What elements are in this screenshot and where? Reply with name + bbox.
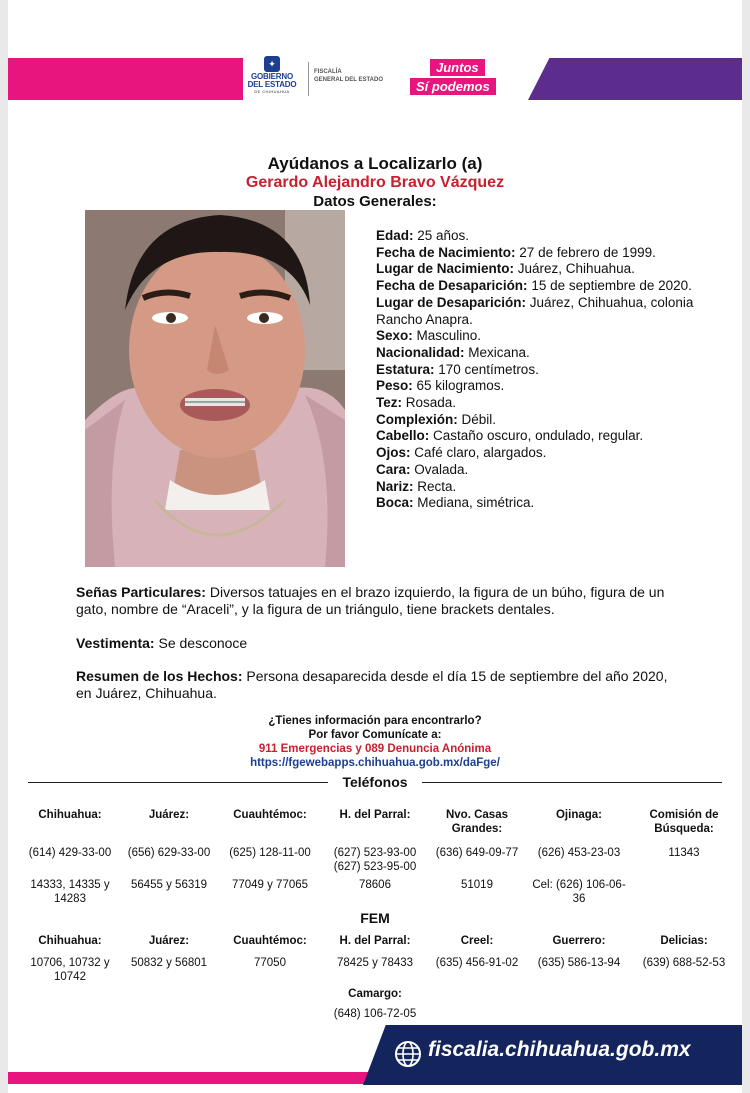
detail-row [376,462,696,479]
fem-title: FEM [360,910,390,926]
telefonos-phone: (656) 629-33-00 [127,847,211,859]
header-pink-band [8,58,243,100]
detail-value: Ovalada. [410,461,469,477]
gobierno-line2: DEL ESTADO [247,80,297,89]
detail-row [376,261,696,278]
person-name: Gerardo Alejandro Bravo Vázquez [245,174,505,191]
vestimenta [76,635,676,652]
detail-row [376,278,696,295]
missing-person-poster [8,0,742,1093]
fem-value: 78425 y 78433 [336,957,414,969]
detail-row [376,328,696,345]
telefonos-header: Ojinaga: [555,809,602,821]
general-details [376,228,696,512]
globe-icon [394,1040,422,1068]
resumen-label: Resumen de los Hechos: [76,668,243,684]
detail-value: Castaño oscuro, ondulado, regular. [429,428,644,444]
footer-url[interactable]: fiscalia.chihuahua.gob.mx [428,1038,691,1061]
fem-header: Juárez: [148,935,190,947]
telefonos-extension: 56455 y 56319 [130,879,208,891]
page-title: Ayúdanos a Localizarlo (a) [267,154,483,173]
datos-generales-title: Datos Generales: [313,193,437,210]
fem-header: Cuauhtémoc: [233,935,307,947]
telefonos-phone: (626) 453-23-03 [537,847,621,859]
website-link[interactable]: https://fgewebapps.chihuahua.gob.mx/daFge/ [250,757,500,769]
logo-divider [308,62,309,96]
detail-value: Débil. [457,411,497,427]
fem-value: (635) 586-13-94 [537,957,621,969]
fem-header: Chihuahua: [38,935,102,947]
telefonos-phone: (636) 649-09-77 [435,847,519,859]
detail-row [376,345,696,362]
detail-value: 15 de septiembre de 2020. [527,278,692,294]
fiscalia-line2: GENERAL DEL ESTADO [314,77,384,83]
detail-label: Nariz: [376,478,414,494]
telefonos-title: Teléfonos [342,774,408,790]
fem-value: 50832 y 56801 [130,957,208,969]
telefonos-extension: 77049 y 77065 [231,879,309,891]
fem-header: Delicias: [660,935,708,947]
detail-value: 27 de febrero de 1999. [515,244,656,260]
footer-pink-band [8,1072,388,1084]
fem-header: Guerrero: [552,935,606,947]
detail-value: 170 centímetros. [434,361,539,377]
telefonos-phone: (625) 128-11-00 [229,847,311,859]
detail-value: Rosada. [402,395,457,411]
detail-label: Lugar de Desaparición: [376,294,527,310]
shield-icon: ✦ [264,56,280,72]
detail-row [376,228,696,245]
detail-label: Sexo: [376,328,413,344]
telefonos-header: Comisión de Búsqueda: [649,809,719,835]
detail-label: Fecha de Nacimiento: [376,244,516,260]
detail-row [376,395,696,412]
detail-value: Juárez, Chihuahua, colonia Rancho Anapra. [376,294,694,327]
contact-prompt: Por favor Comunícate a: [308,729,442,741]
telefonos-extension: 51019 [461,879,493,891]
gobierno-logo [240,56,304,102]
detail-row [376,445,696,462]
detail-label: Lugar de Nacimiento: [376,261,515,277]
detail-value: 65 kilogramos. [412,378,505,394]
detail-label: Complexión: [376,411,458,427]
detail-label: Cabello: [376,428,430,444]
emergency-numbers: 911 Emergencias y 089 Denuncia Anónima [258,743,492,755]
detail-row [376,362,696,379]
detail-value: 25 años. [413,228,470,243]
telefonos-extension: 78606 [359,879,391,891]
detail-label: Nacionalidad: [376,344,465,360]
contact-question: ¿Tienes información para encontrarlo? [268,715,482,727]
detail-value: Juárez, Chihuahua. [514,261,635,277]
telefonos-header: Nvo. Casas Grandes: [445,809,508,835]
detail-value: Mexicana. [464,344,530,360]
detail-row [376,428,696,445]
resumen-hechos [76,668,676,702]
telefonos-extension: Cel: (626) 106-06-36 [532,879,626,905]
fiscalia-logo [314,68,383,84]
gobierno-line1: GOBIERNO [251,72,293,81]
detail-row [376,245,696,262]
detail-label: Cara: [376,461,411,477]
fem-value: 77050 [254,957,286,969]
fem-header: H. del Parral: [339,935,411,947]
gobierno-sub: DE CHIHUAHUA [254,89,290,94]
detail-label: Tez: [376,395,402,411]
person-photo [85,210,345,567]
juntos-si-podemos-logo [410,59,514,99]
fem-value: (635) 456-91-02 [435,957,519,969]
detail-row [376,378,696,395]
vestimenta-value: Se desconoce [154,635,248,651]
detail-row [376,479,696,496]
fem-value: 10706, 10732 y 10742 [30,957,110,983]
detail-row [376,295,696,328]
detail-row [376,412,696,429]
telefonos-phone: (627) 523-93-00 (627) 523-95-00 [333,847,417,873]
fiscalia-line1: FISCALÍA [314,69,342,75]
fem-header: Creel: [460,935,494,947]
si-podemos-text: Sí podemos [410,78,496,95]
telefonos-header: Juárez: [148,809,190,821]
camargo-label: Camargo: [348,988,402,1000]
senas-label: Señas Particulares: [76,584,206,600]
vestimenta-label: Vestimenta: [76,635,155,651]
telefonos-header: H. del Parral: [339,809,411,821]
detail-row [376,495,696,512]
detail-value: Recta. [413,478,457,494]
detail-value: Mediana, simétrica. [413,495,535,511]
detail-value: Masculino. [412,328,482,344]
header-purple-band [528,58,742,100]
telefonos-extension: 14333, 14335 y 14283 [30,879,110,905]
detail-value: Café claro, alargados. [410,445,547,461]
juntos-text: Juntos [430,59,485,76]
detail-label: Edad: [376,228,414,243]
telefonos-header: Chihuahua: [38,809,102,821]
detail-label: Fecha de Desaparición: [376,278,528,294]
telefonos-phone: 11343 [668,847,700,859]
detail-label: Ojos: [376,445,411,461]
detail-label: Peso: [376,378,413,394]
detail-label: Boca: [376,495,414,511]
telefonos-header: Cuauhtémoc: [233,809,307,821]
resumen-value: Persona desaparecida desde el día 15 de septiembre del año 2020, en Juárez, Chihuahua. [76,668,668,701]
camargo-value: (648) 106-72-05 [333,1008,417,1020]
senas-value: Diversos tatuajes en el brazo izquierdo, la figura de un búho, figura de un gato, nombre de “Araceli”, y la figura de un triángulo, tiene brackets dentales. [76,584,665,617]
senas-particulares [76,584,676,618]
telefonos-phone: (614) 429-33-00 [28,847,112,859]
detail-label: Estatura: [376,361,435,377]
fem-value: (639) 688-52-53 [642,957,726,969]
